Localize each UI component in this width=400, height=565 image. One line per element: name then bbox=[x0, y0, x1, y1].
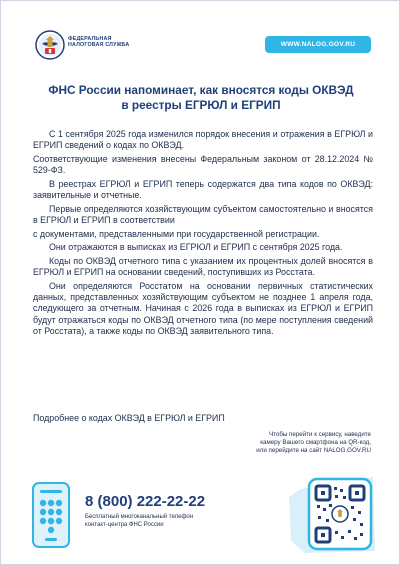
paragraph: с документами, представленными при государственной регистрации. bbox=[33, 228, 320, 239]
hotline-number[interactable]: 8 (800) 222-22-22 bbox=[85, 493, 206, 510]
fns-emblem-icon bbox=[35, 30, 65, 60]
org-name-line1: ФЕДЕРАЛЬНАЯ bbox=[68, 36, 112, 42]
qr-hint-line1: Чтобы перейти к сервису, наведите bbox=[269, 431, 371, 438]
paragraph: Они определяются Росстатом на основании первичных статистических данных, представленных хозяйствующим субъектом не позднее 1 апреля года, следующего за отчетным. Начиная с 2026 года в выписках из ЕГРЮЛ и ЕГРИП будут отражаться коды по ОКВЭД отчетного типа (по мере поступления сведений от Росстата), а также коды по ОКВЭД заявительного типа. bbox=[33, 280, 373, 336]
paragraph: Они отражаются в выписках из ЕГРЮЛ и ЕГРИП с сентября 2025 года. bbox=[49, 242, 343, 253]
header bbox=[1, 1, 400, 81]
qr-hint bbox=[211, 431, 371, 456]
paragraph: С 1 сентября 2025 года изменился порядок внесения и отражения в ЕГРЮЛ и ЕГРИП сведений о кодах по ОКВЭД. bbox=[33, 129, 373, 151]
body-text bbox=[33, 129, 373, 339]
page-title bbox=[21, 83, 381, 113]
qr-hint-line3: или перейдите на сайт NALOG.GOV.RU bbox=[256, 447, 371, 455]
hotline-caption-line2: контакт-центра ФНС России bbox=[85, 521, 164, 528]
title-line1: ФНС России напоминает, как вносятся коды ОКВЭД bbox=[48, 83, 354, 97]
site-link[interactable]: WWW.NALOG.GOV.RU bbox=[265, 36, 371, 53]
title-line2: в реестры ЕГРЮЛ и ЕГРИП bbox=[121, 98, 281, 112]
more-info-link[interactable]: Подробнее о кодах ОКВЭД в ЕГРЮЛ и ЕГРИП bbox=[33, 413, 225, 423]
org-name bbox=[68, 36, 129, 48]
qr-code-icon[interactable] bbox=[283, 467, 383, 557]
paragraph: Соответствующие изменения внесены Федеральным законом от 28.12.2024 № 529-ФЗ. bbox=[33, 153, 373, 176]
phone-keypad-icon bbox=[31, 481, 71, 549]
paragraph: Первые определяются хозяйствующим субъектом самостоятельно и вносятся в ЕГРЮЛ и ЕГРИП в соответствии bbox=[33, 203, 373, 225]
hotline-caption-line1: Бесплатный многоканальный телефон bbox=[85, 514, 194, 520]
org-name-line2: НАЛОГОВАЯ СЛУЖБА bbox=[68, 42, 130, 49]
paragraph: В реестрах ЕГРЮЛ и ЕГРИП теперь содержатся два типа кодов по ОКВЭД: заявительные и отчетные. bbox=[33, 178, 373, 201]
qr-hint-line2: камеру Вашего смартфона на QR-код, bbox=[260, 439, 371, 447]
paragraph: Коды по ОКВЭД отчетного типа с указанием их процентных долей вносятся в ЕГРЮЛ и ЕГРИП на основании сведений, поступивших из Росстата. bbox=[33, 256, 373, 278]
hotline-caption bbox=[85, 514, 193, 529]
